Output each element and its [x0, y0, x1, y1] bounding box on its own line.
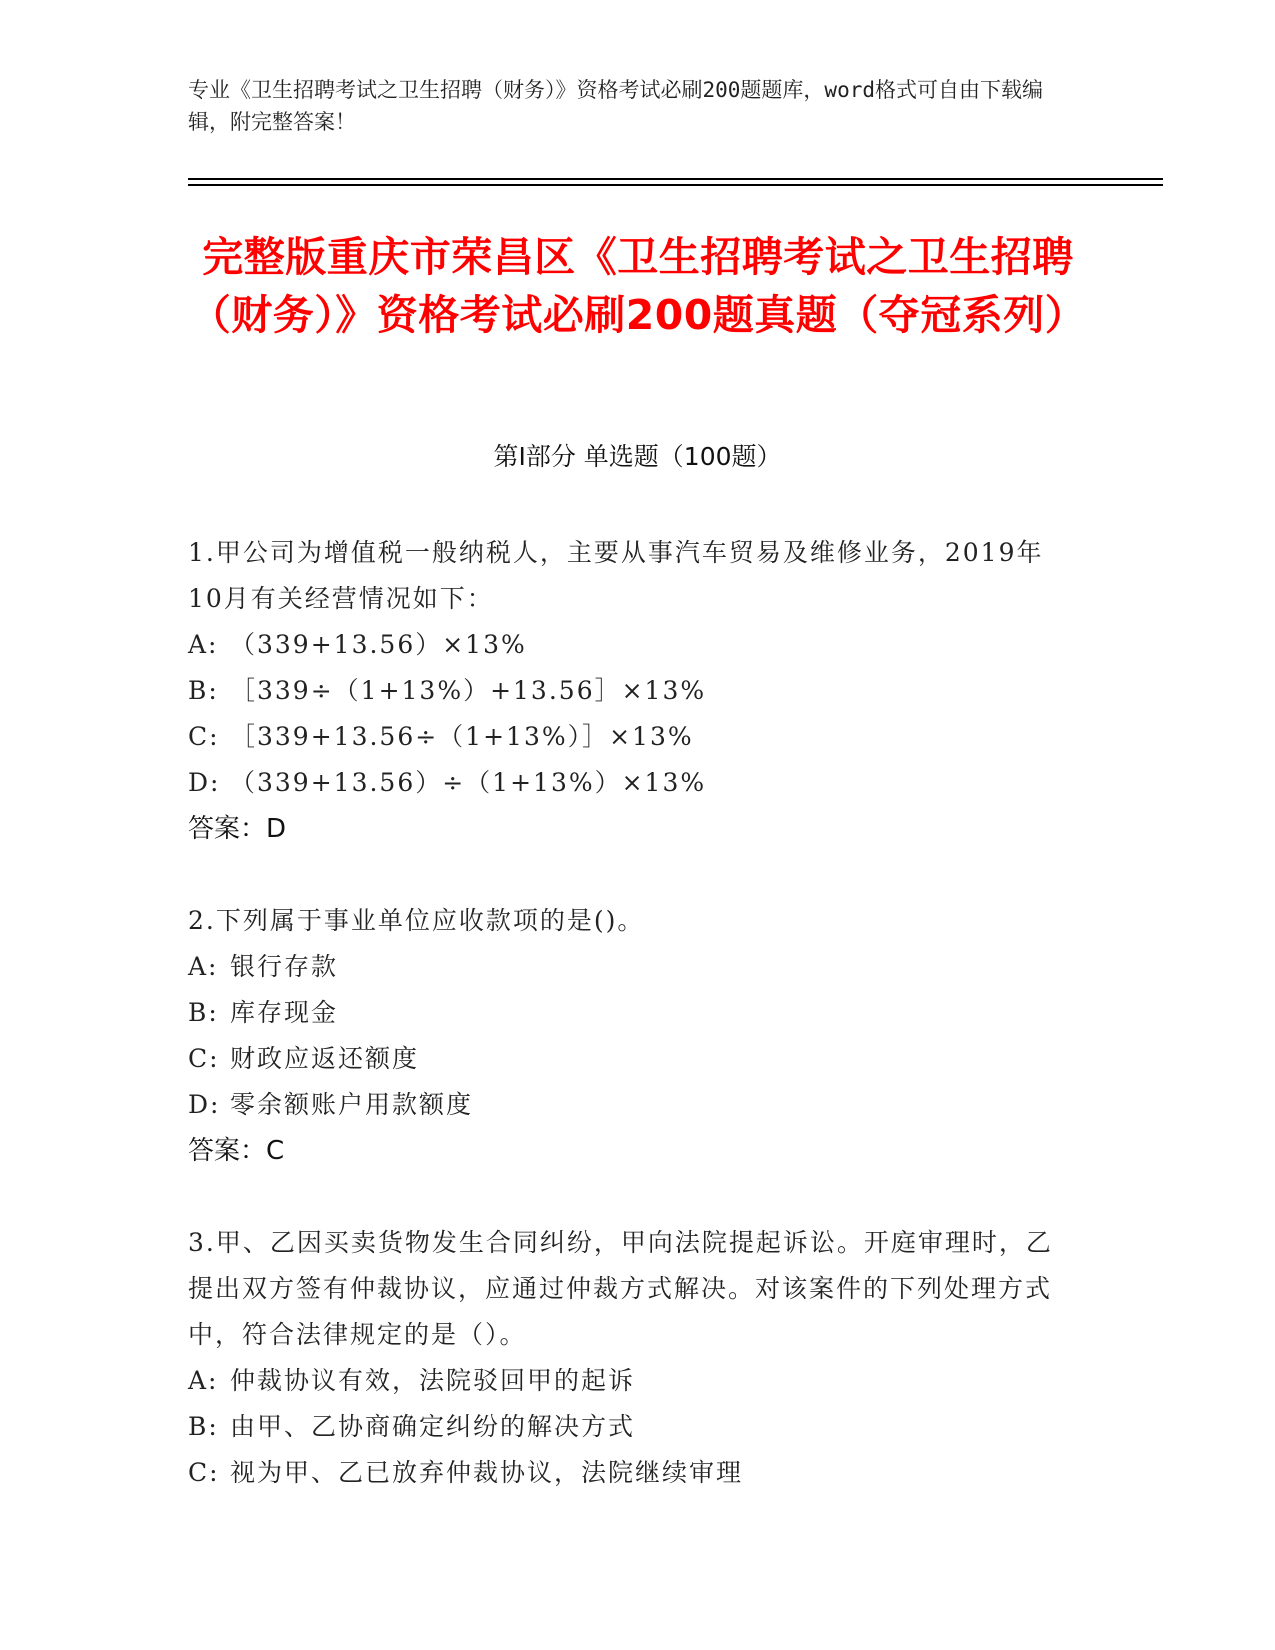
- question-3: [188, 1220, 1078, 1496]
- option-text: （339+13.56）×13%: [230, 630, 527, 659]
- header-rule-top: [188, 178, 1163, 180]
- option-letter: A:: [188, 630, 219, 659]
- option-letter: D:: [188, 1090, 221, 1119]
- option-b: [188, 1404, 1078, 1450]
- option-text: ［339÷（1+13%）+13.56］×13%: [230, 676, 707, 705]
- option-letter: A:: [188, 952, 219, 981]
- option-text: 银行存款: [230, 952, 339, 981]
- question-2: [188, 898, 1078, 1174]
- question-stem: 1.甲公司为增值税一般纳税人，主要从事汽车贸易及维修业务，2019年10月有关经营情况如下：: [188, 538, 1044, 613]
- option-letter: C:: [188, 1044, 220, 1073]
- option-c: [188, 1036, 1078, 1082]
- option-text: 仲裁协议有效，法院驳回甲的起诉: [230, 1366, 636, 1395]
- option-a: [188, 944, 1078, 990]
- header-note: 专业《卫生招聘考试之卫生招聘（财务）》资格考试必刷200题题库，word格式可自由下载编辑，附完整答案！: [188, 78, 1043, 134]
- answer: 答案：D: [188, 814, 287, 844]
- option-text: 视为甲、乙已放弃仲裁协议，法院继续审理: [230, 1458, 744, 1487]
- option-c: [188, 714, 1078, 760]
- option-text: 由甲、乙协商确定纠纷的解决方式: [230, 1412, 636, 1441]
- section-heading: 第I部分 单选题（100题）: [493, 442, 782, 471]
- question-stem: 2.下列属于事业单位应收款项的是()。: [188, 906, 645, 935]
- option-text: 库存现金: [230, 998, 339, 1027]
- option-letter: C:: [188, 1458, 220, 1487]
- option-letter: B:: [188, 1412, 219, 1441]
- option-b: [188, 668, 1078, 714]
- option-b: [188, 990, 1078, 1036]
- option-c: [188, 1450, 1078, 1496]
- option-text: 零余额账户用款额度: [230, 1090, 474, 1119]
- question-list: [188, 530, 1078, 1542]
- document-title: 完整版重庆市荣昌区《卫生招聘考试之卫生招聘（财务）》资格考试必刷200题真题（夺冠系列）: [189, 233, 1087, 339]
- option-letter: A:: [188, 1366, 219, 1395]
- question-stem: 3.甲、乙因买卖货物发生合同纠纷，甲向法院提起诉讼。开庭审理时，乙提出双方签有仲裁协议，应通过仲裁方式解决。对该案件的下列处理方式中，符合法律规定的是（）。: [188, 1228, 1053, 1349]
- header-rule-bottom: [188, 184, 1163, 186]
- option-a: [188, 1358, 1078, 1404]
- option-letter: C:: [188, 722, 220, 751]
- question-1: [188, 530, 1078, 852]
- option-text: （339+13.56）÷（1+13%）×13%: [230, 768, 707, 797]
- option-text: ［339+13.56÷（1+13%）］×13%: [230, 722, 694, 751]
- option-letter: B:: [188, 676, 219, 705]
- option-letter: B:: [188, 998, 219, 1027]
- option-a: [188, 622, 1078, 668]
- option-d: [188, 1082, 1078, 1128]
- answer: 答案：C: [188, 1136, 285, 1166]
- option-letter: D:: [188, 768, 221, 797]
- option-text: 财政应返还额度: [230, 1044, 420, 1073]
- option-d: [188, 760, 1078, 806]
